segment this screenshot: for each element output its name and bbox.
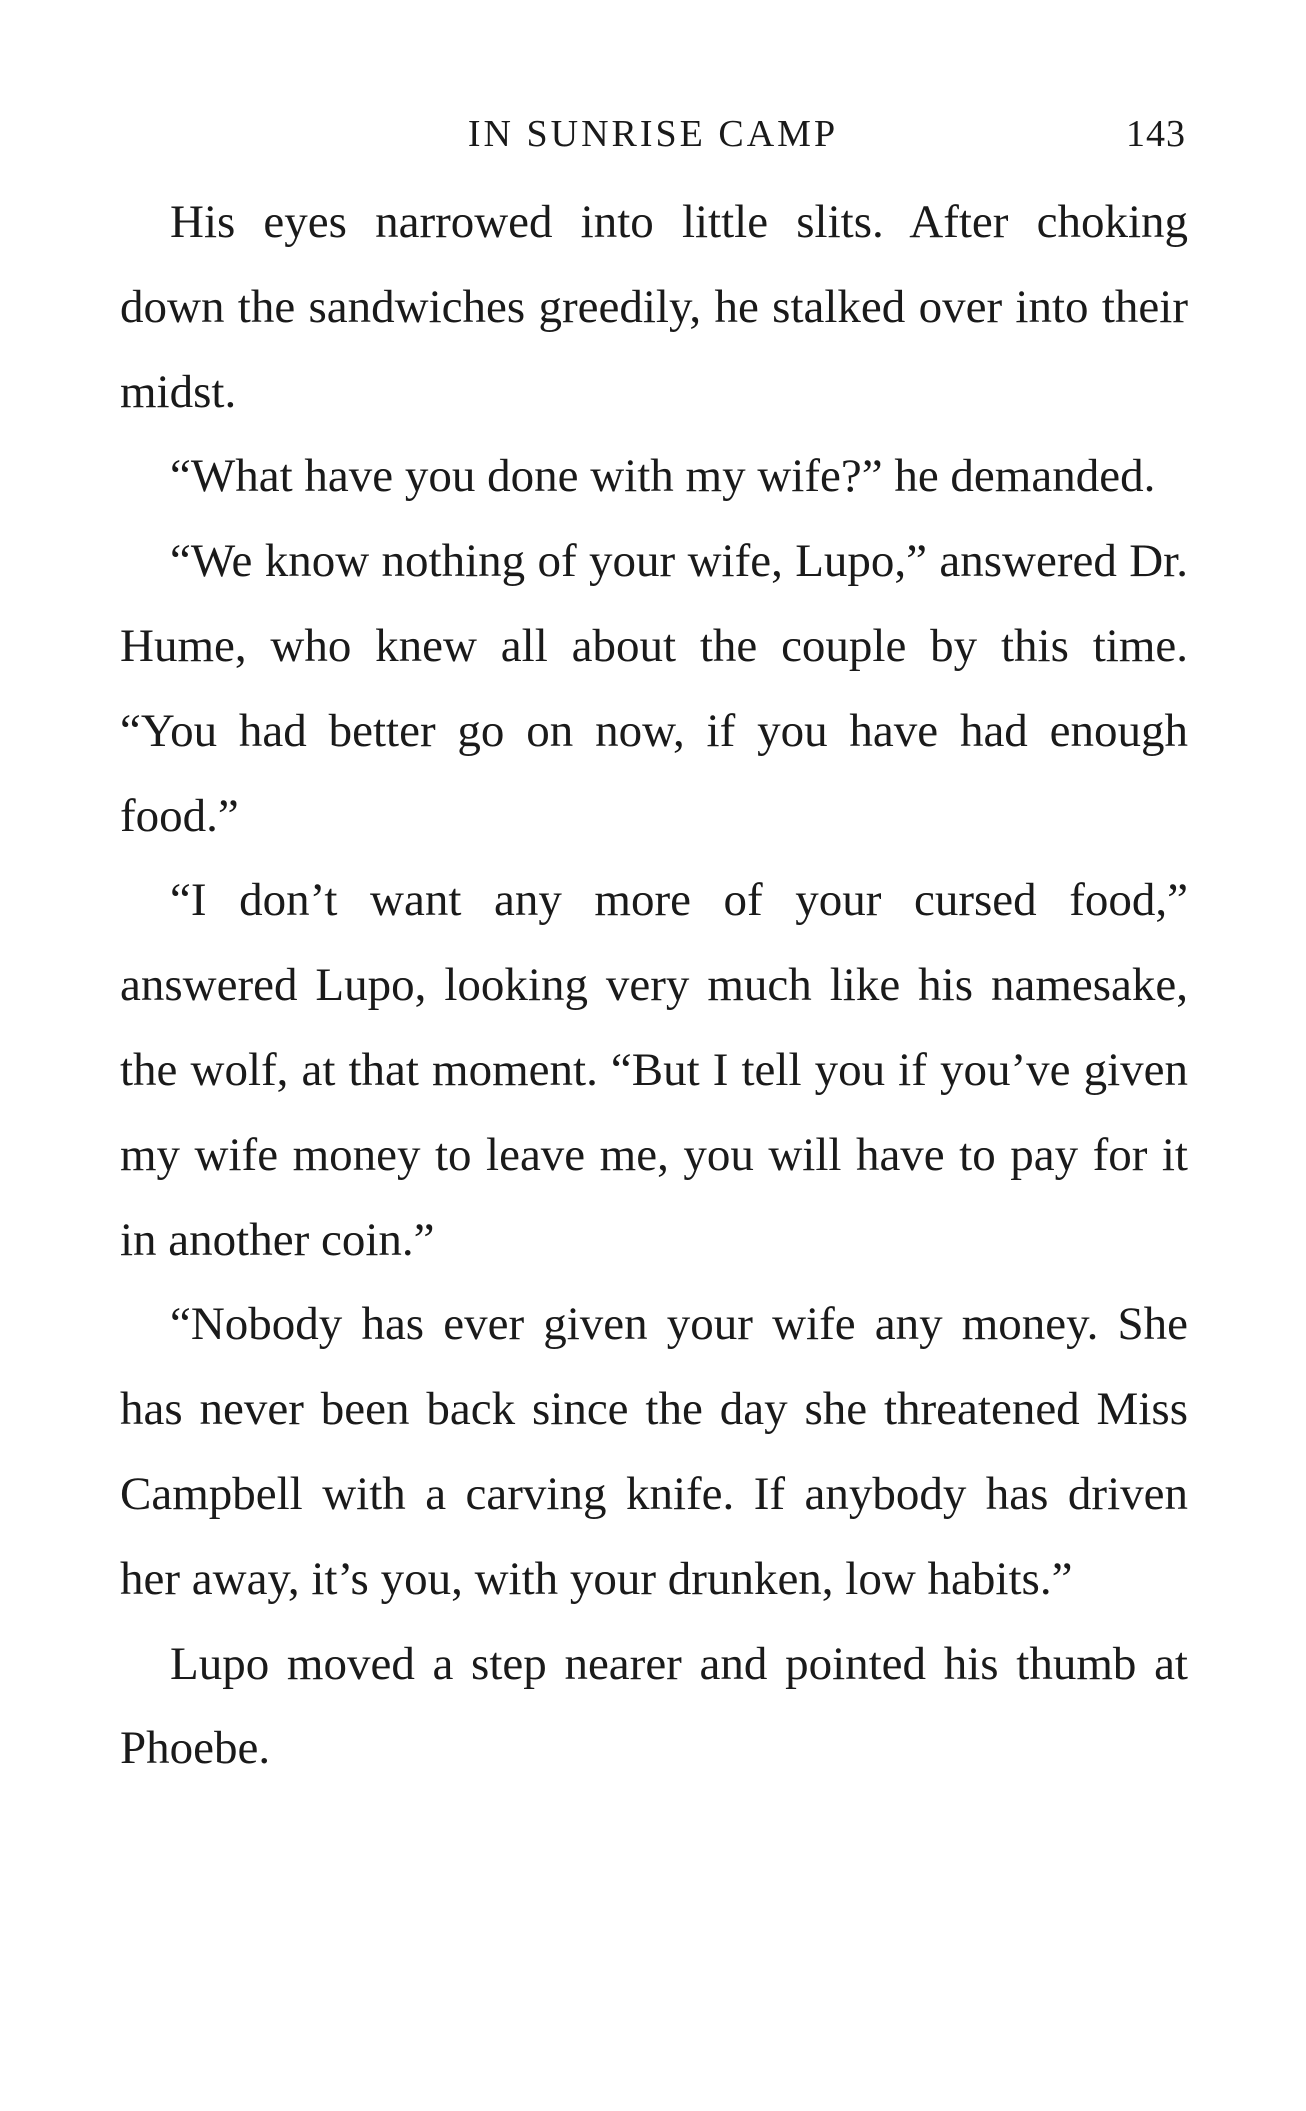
- running-head: [120, 112, 1186, 160]
- body-text: [120, 180, 1188, 1791]
- paragraph: His eyes narrowed into little slits. After choking down the sandwiches greedily, he stalked over into their midst.: [120, 196, 1188, 418]
- page-number: 143: [1126, 113, 1186, 155]
- paragraph: Lupo moved a step nearer and pointed his thumb at Phoebe.: [120, 1637, 1188, 1775]
- running-head-title: IN SUNRISE CAMP: [467, 113, 839, 155]
- paragraph: “I don’t want any more of your cursed food,” answered Lupo, looking very much like his namesake, the wolf, at that moment. “But I tell you if you’ve given my wife money to leave me, you will have to pay for it in another coin.”: [120, 874, 1188, 1266]
- paragraph: “We know nothing of your wife, Lupo,” answered Dr. Hume, who knew all about the couple by this time. “You had better go on now, if you have had enough food.”: [120, 535, 1188, 842]
- paragraph: “Nobody has ever given your wife any money. She has never been back since the day she threatened Miss Campbell with a carving knife. If anybody has driven her away, it’s you, with your drunken, low habits.”: [120, 1298, 1188, 1605]
- paragraph: “What have you done with my wife?” he demanded.: [170, 450, 1156, 503]
